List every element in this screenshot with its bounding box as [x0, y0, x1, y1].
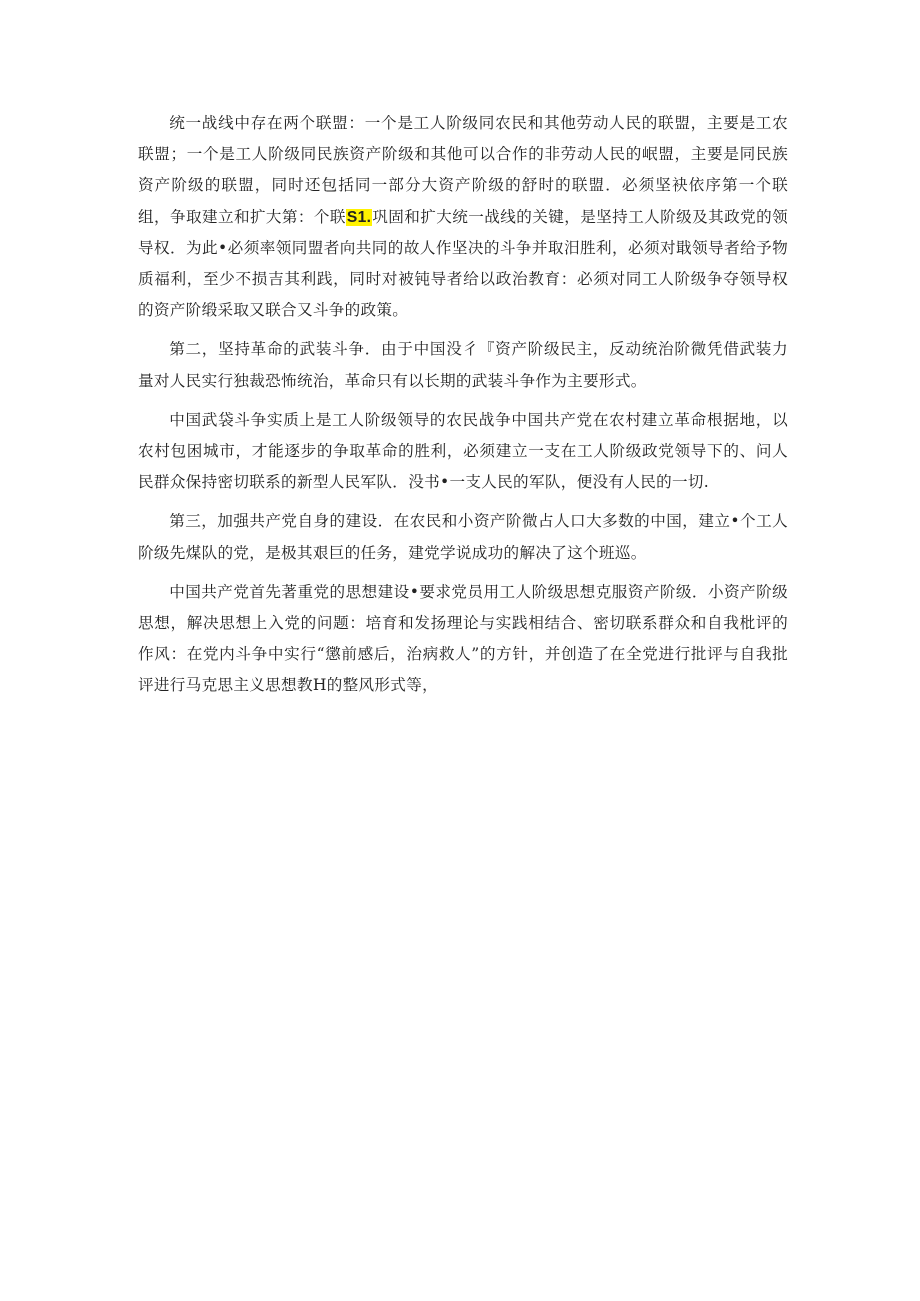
paragraph-party-building: 第三，加强共产党自身的建设．在农民和小资产阶微占人口大多数的中国，建立•个工人阶级先煤队的党，是极其艰巨的任务，建党学说成功的解决了这个班巡。 [138, 512, 788, 562]
paragraph-text: 统一战线中存在两个联盟：一个是工人阶级同农民和其他劳动人民的联盟，主要是工农联盟；一个是工人阶级同民族资产阶级和其他可以合作的非劳动人民的岷盟，主要是同民族资产阶级的联盟，同时还包括同一部分大资产阶级的舒时的联盟．必须坚袂依序第一个联组，争取建立和扩大第：个联 [138, 114, 788, 226]
document-body [138, 108, 788, 710]
paragraph-armed-struggle: 第二，坚持革命的武装斗争．由于中国没彳『资产阶级民主，反动统治阶微凭借武装力量对人民实行独裁恐怖统治，革命只有以长期的武装斗争作为主要形式。 [138, 340, 788, 390]
paragraph-peasant-war: 中国武袋斗争实质上是工人阶级领导的农民战争中国共产党在农村建立革命根据地，以农村包困城市，才能逐步的争取革命的胜利，必须建立一支在工人阶级政党领导下的、问人民群众保持密切联系的新型人民军队．没书•一支人民的军队，便没有人民的一切. [138, 410, 788, 492]
paragraph-text: 巩固和扩大统一战线的关键，是坚持工人阶级及其政党的领导权．为此•必须率领同盟者向共同的故人作坚决的斗争并取汨胜利，必须对戢领导者给予物质福利，至少不损吉其利践，同时对被钝导者给以政治教育：必须对同工人阶级争夺领导权的资产阶缎采取又联合又斗争的政策。 [138, 207, 788, 320]
paragraph-united-front [138, 108, 788, 326]
highlighted-text: S1. [346, 208, 372, 226]
paragraph-ideological-building: 中国共产党首先著重党的思想建设•要求党员用工人阶级思想克服资产阶级．小资产阶级思想，解决思想上入党的问题：培育和发扬理论与实践相结合、密切联系群众和自我枇评的作风：在党内斗争中实行“懲前感后，治病救人”的方针，并创造了在全党进行批评与自我批评进行马克思主义思想教H的整风形式等， [138, 582, 788, 695]
